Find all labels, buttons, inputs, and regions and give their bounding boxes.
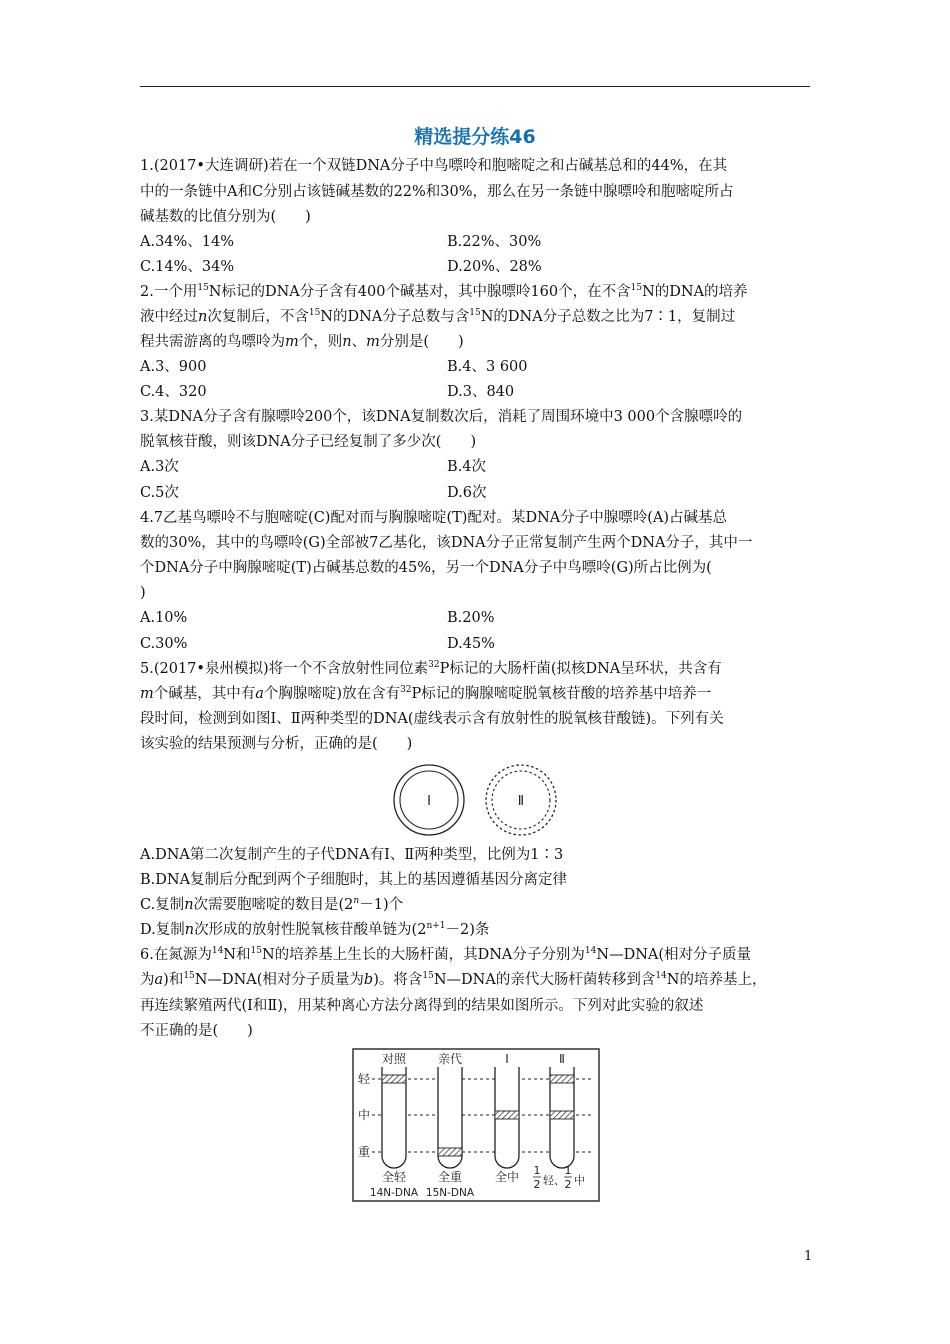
q5-option-c[interactable]: C.复制n次需要胞嘧啶的数目是$(2^n-1)$个 xyxy=(140,896,404,913)
q5-line-2: m个碱基，其中有a个胸腺嘧啶)放在含有$^{32}$P标记的胸腺嘧啶脱氧核苷酸的培养基中培养一 xyxy=(140,685,712,702)
svg-text:1: 1 xyxy=(564,1164,572,1177)
band-parent-heavy xyxy=(438,1148,462,1156)
q3-option-d[interactable]: D.6次 xyxy=(447,485,487,501)
band-gen-ii-light xyxy=(550,1075,574,1083)
q3-option-a[interactable]: A.3次 xyxy=(140,459,179,475)
label-type-i: Ⅰ xyxy=(427,794,431,809)
q2-option-d[interactable]: D.3、840 xyxy=(447,384,515,400)
q5-line-1: 5.(2017•泉州模拟)将一个不含放射性同位素$^{32}$P标记的大肠杆菌(拟核DNA呈环状，共含有 xyxy=(140,660,722,677)
row-label-medium: 中 xyxy=(357,1108,371,1122)
q5-line-4: 该实验的结果预测与分析，正确的是( ) xyxy=(140,736,413,752)
svg-text:2: 2 xyxy=(564,1178,572,1191)
label-14n-dna: 14N-DNA xyxy=(369,1187,419,1199)
q1-option-d[interactable]: D.20%、28% xyxy=(447,259,542,275)
col-label-parent: 亲代 xyxy=(437,1052,463,1066)
svg-text:1: 1 xyxy=(533,1164,541,1177)
q6-line-4: 不正确的是( ) xyxy=(140,1023,253,1039)
q6-line-3: 再连续繁殖两代(Ⅰ和Ⅱ)，用某种离心方法分离得到的结果如图所示。下列对此实验的叙述 xyxy=(140,998,704,1014)
dna-circle-figure xyxy=(380,762,580,838)
q3-option-b[interactable]: B.4次 xyxy=(447,459,486,475)
header-rule xyxy=(140,86,810,87)
centrifuge-figure xyxy=(352,1048,600,1202)
q3-line-2: 脱氧核苷酸，则该DNA分子已经复制了多少次( ) xyxy=(140,434,477,450)
q4-option-b[interactable]: B.20% xyxy=(447,610,495,626)
q1-option-c[interactable]: C.14%、34% xyxy=(140,259,235,275)
q2-line-2: 液中经过n次复制后，不含$^{15}$N的DNA分子总数与含$^{15}$N的DNA分子总数之比为7∶1，复制过 xyxy=(140,308,736,325)
q4-option-d[interactable]: D.45% xyxy=(447,636,495,652)
col-label-gen-i: Ⅰ xyxy=(505,1052,509,1066)
q2-option-a[interactable]: A.3、900 xyxy=(140,359,207,375)
q1-line-2: 中的一条链中A和C分别占该链碱基数的22%和30%，那么在另一条链中腺嘌呤和胞嘧啶所占 xyxy=(140,184,734,200)
q1-line-3: 碱基数的比值分别为( ) xyxy=(140,209,311,225)
q1-option-a[interactable]: A.34%、14% xyxy=(140,234,235,250)
q3-line-1: 3.某DNA分子含有腺嘌呤200个，该DNA复制数次后，消耗了周围环境中3 000个含腺嘌呤的 xyxy=(140,409,743,425)
q2-line-3: 程共需游离的鸟嘌呤为m个，则n、m分别是( ) xyxy=(140,334,464,350)
q3-option-c[interactable]: C.5次 xyxy=(140,485,179,501)
q4-line-4: ) xyxy=(140,585,146,601)
band-gen-i-medium xyxy=(495,1111,519,1119)
svg-text:轻、: 轻、 xyxy=(543,1174,565,1187)
q5-option-d[interactable]: D.复制n次形成的放射性脱氧核苷酸单链为$(2^{n+1}-2)$条 xyxy=(140,921,490,938)
q2-option-b[interactable]: B.4、3 600 xyxy=(447,359,528,375)
result-control: 全轻 xyxy=(381,1170,407,1184)
q4-option-a[interactable]: A.10% xyxy=(140,610,188,626)
q2-option-c[interactable]: C.4、320 xyxy=(140,384,207,400)
label-15n-dna: 15N-DNA xyxy=(425,1187,475,1199)
q6-line-2: 为a)和$^{15}$N—DNA(相对分子质量为b)。将含$^{15}$N—DNA的亲代大肠杆菌转移到含$^{14}$N的培养基上， xyxy=(140,971,767,988)
label-type-ii: Ⅱ xyxy=(517,794,525,809)
svg-text:中: 中 xyxy=(574,1174,585,1187)
q6-line-1: 6.在氮源为$^{14}$N和$^{15}$N的培养基上生长的大肠杆菌，其DNA分子分别为$^{14}$N—DNA(相对分子质量 xyxy=(140,946,752,963)
svg-text:2: 2 xyxy=(533,1178,541,1191)
q5-option-a[interactable]: A.DNA第二次复制产生的子代DNA有Ⅰ、Ⅱ两种类型，比例为1∶3 xyxy=(140,847,564,863)
row-label-light: 轻 xyxy=(357,1072,371,1086)
result-parent: 全重 xyxy=(437,1170,463,1184)
result-gen-i: 全中 xyxy=(494,1170,520,1184)
band-control-light xyxy=(382,1075,406,1083)
circle-type-i xyxy=(394,765,464,835)
q5-line-3: 段时间，检测到如图Ⅰ、Ⅱ两种类型的DNA(虚线表示含有放射性的脱氧核苷酸链)。下列有关 xyxy=(140,711,724,727)
band-gen-ii-medium xyxy=(550,1111,574,1119)
q4-line-1: 4.7乙基鸟嘌呤不与胞嘧啶(C)配对而与胸腺嘧啶(T)配对。某DNA分子中腺嘌呤(A)占碱基总 xyxy=(140,510,728,526)
page-title: 精选提分练46 xyxy=(414,126,536,148)
q1-option-b[interactable]: B.22%、30% xyxy=(447,234,542,250)
q1-line-1: 1.(2017•大连调研)若在一个双链DNA分子中鸟嘌呤和胞嘧啶之和占碱基总和的44%，在其 xyxy=(140,158,728,174)
q4-line-3: 个DNA分子中胸腺嘧啶(T)占碱基总数的45%，另一个DNA分子中鸟嘌呤(G)所占比例为( xyxy=(140,560,712,576)
q4-option-c[interactable]: C.30% xyxy=(140,636,188,652)
circle-type-ii xyxy=(486,765,556,835)
q4-line-2: 数的30%，其中的鸟嘌呤(G)全部被7乙基化，该DNA分子正常复制产生两个DNA分子，其中一 xyxy=(140,535,753,551)
q2-line-1: 2.一个用$^{15}$N标记的DNA分子含有400个碱基对，其中腺嘌呤160个，在不含$^{15}$N的DNA的培养 xyxy=(140,283,748,300)
page-number: 1 xyxy=(804,1249,813,1264)
row-label-heavy: 重 xyxy=(357,1145,371,1159)
col-label-control: 对照 xyxy=(381,1052,407,1066)
q5-option-b[interactable]: B.DNA复制后分配到两个子细胞时，其上的基因遵循基因分离定律 xyxy=(140,872,568,888)
col-label-gen-ii: Ⅱ xyxy=(559,1052,565,1066)
